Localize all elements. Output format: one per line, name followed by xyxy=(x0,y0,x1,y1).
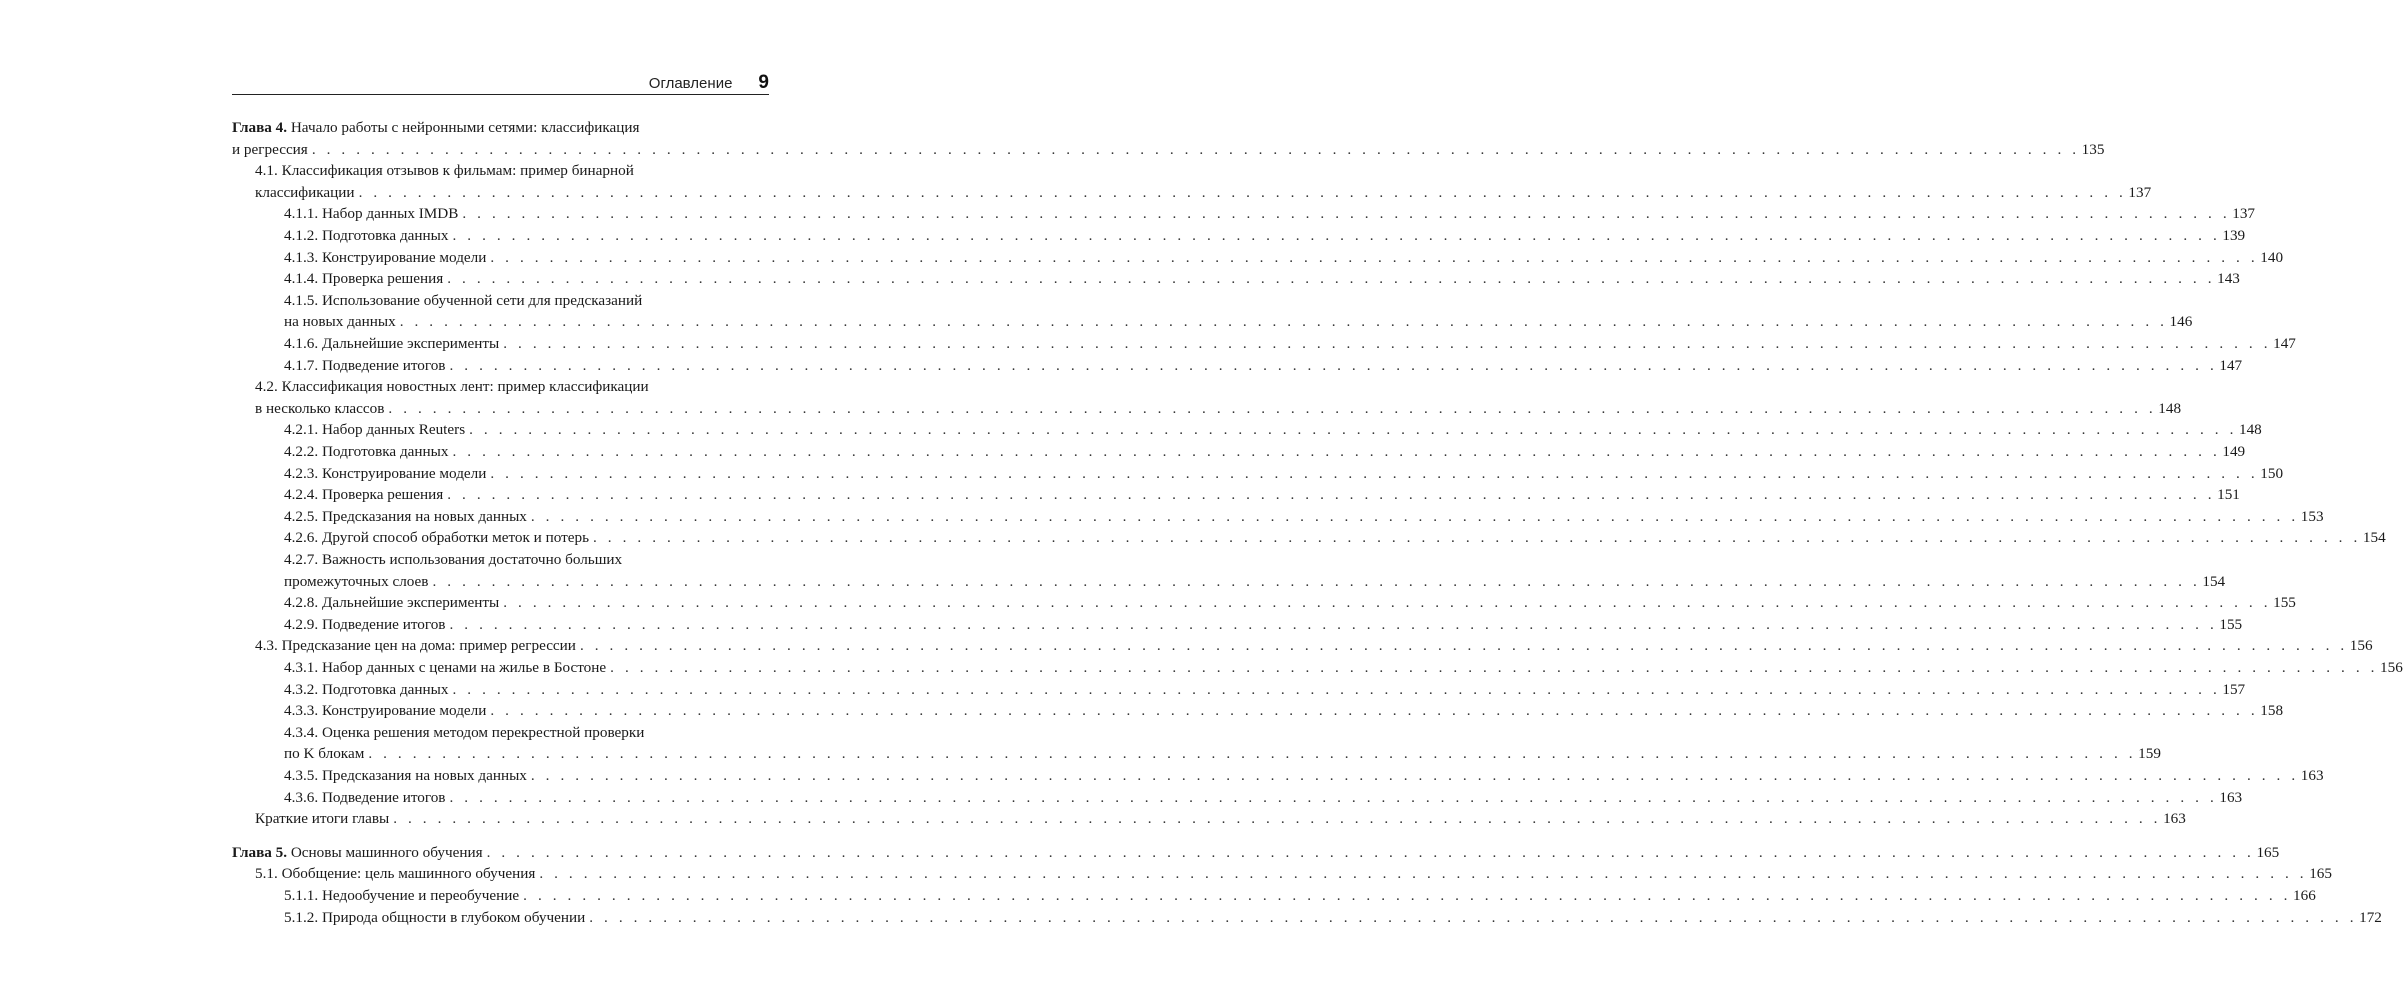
toc-page-number: 156 xyxy=(2380,659,2403,676)
toc-page-number: 153 xyxy=(2300,507,2324,525)
toc-entry-title xyxy=(232,843,483,863)
toc-entry-text: промежуточных слоев xyxy=(284,572,429,590)
toc-entry-title xyxy=(284,593,499,613)
toc-entry-title xyxy=(284,291,642,311)
toc-entry xyxy=(232,140,2105,160)
toc-entry-title xyxy=(284,908,585,928)
toc-entry-text: 4.2.7. Важность использования достаточно больших xyxy=(284,551,623,568)
toc-entry xyxy=(284,485,2240,505)
toc-entry xyxy=(255,864,2332,884)
toc-page-number: 149 xyxy=(2222,443,2246,460)
header-page-number: 9 xyxy=(758,72,769,93)
toc-entry-text: 4.2.5. Предсказания на новых данных xyxy=(284,507,527,525)
toc-entry-title xyxy=(255,399,384,419)
toc-entry-title xyxy=(232,140,308,160)
toc-entry-text: 5.1. Обобщение: цель машинного обучения xyxy=(255,865,536,883)
toc-entry xyxy=(284,723,769,743)
leader-dots: . . . . . . . . . . . . . . . . . . . . . . . . . . . . . . . . . . . . . . . . . . . . . . . . . . . . . . . . . . . . . . . . . . . . . . . . . . . . . . . . . . . . . . . . . . . . . . . . . . . . . . . . . . . . . . . . . . . . . . . . xyxy=(503,594,2272,612)
leader-dots: . . . . . . . . . . . . . . . . . . . . . . . . . . . . . . . . . . . . . . . . . . . . . . . . . . . . . . . . . . . . . . . . . . . . . . . . . . . . . . . . . . . . . . . . . . . . . . . . . . . . . . . . . . . . . . . . . . . . . . . . xyxy=(530,507,2299,525)
leader-dots: . . . . . . . . . . . . . . . . . . . . . . . . . . . . . . . . . . . . . . . . . . . . . . . . . . . . . . . . . . . . . . . . . . . . . . . . . . . . . . . . . . . . . . . . . . . . . . . . . . . . . . . . . . . . . . . . . . . . . . . . xyxy=(432,572,2201,590)
leader-dots: . . . . . . . . . . . . . . . . . . . . . . . . . . . . . . . . . . . . . . . . . . . . . . . . . . . . . . . . . . . . . . . . . . . . . . . . . . . . . . . . . . . . . . . . . . . . . . . . . . . . . . . . . . . . . . . . . . . . . . . . xyxy=(449,615,2218,633)
leader-dots: . . . . . . . . . . . . . . . . . . . . . . . . . . . . . . . . . . . . . . . . . . . . . . . . . . . . . . . . . . . . . . . . . . . . . . . . . . . . . . . . . . . . . . . . . . . . . . . . . . . . . . . . . . . . . . . . . . . . . . . . xyxy=(486,843,2255,861)
toc-entry-text: 5.1.1. Недообучение и переобучение xyxy=(284,887,520,904)
toc-entry xyxy=(255,161,769,181)
toc-entry-text: 4.1. Классификация отзывов к фильмам: пример бинарной xyxy=(255,162,634,180)
toc-entry-text: на новых данных xyxy=(284,313,396,331)
leader-dots: . . . . . . . . . . . . . . . . . . . . . . . . . . . . . . . . . . . . . . . . . . . . . . . . . . . . . . . . . . . . . . . . . . . . . . . . . . . . . . . . . . . . . . . . . . . . . . . . . . . . . . . . . . . . . . . . . . . . . . . . xyxy=(449,356,2218,374)
toc-entry xyxy=(284,701,2284,721)
toc-entry-title xyxy=(284,485,443,505)
toc-entry xyxy=(284,766,2324,786)
toc-entry xyxy=(284,312,2193,332)
toc-page-number: 163 xyxy=(2300,767,2324,784)
toc-entry xyxy=(284,550,769,570)
toc-entry-text: по K блокам xyxy=(284,745,365,763)
toc-entry-text: Краткие итоги главы xyxy=(255,810,390,828)
chapter-label: Глава 4. xyxy=(232,119,288,136)
toc-entry-text: 4.1.3. Конструирование модели xyxy=(284,248,487,266)
leader-dots: . . . . . . . . . . . . . . . . . . . . . . . . . . . . . . . . . . . . . . . . . . . . . . . . . . . . . . . . . . . . . . . . . . . . . . . . . . . . . . . . . . . . . . . . . . . . . . . . . . . . . . . . . . . . . . . . . . . . . . . . xyxy=(393,810,2162,828)
leader-dots: . . . . . . . . . . . . . . . . . . . . . . . . . . . . . . . . . . . . . . . . . . . . . . . . . . . . . . . . . . . . . . . . . . . . . . . . . . . . . . . . . . . . . . . . . . . . . . . . . . . . . . . . . . . . . . . . . . . . . . . . xyxy=(490,464,2259,482)
leader-dots: . . . . . . . . . . . . . . . . . . . . . . . . . . . . . . . . . . . . . . . . . . . . . . . . . . . . . . . . . . . . . . . . . . . . . . . . . . . . . . . . . . . . . . . . . . . . . . . . . . . . . . . . . . . . . . . . . . . . . . . . xyxy=(447,486,2216,504)
toc-entry-title xyxy=(255,377,649,397)
toc-entry-title xyxy=(232,118,640,138)
leader-dots: . . . . . . . . . . . . . . . . . . . . . . . . . . . . . . . . . . . . . . . . . . . . . . . . . . . . . . . . . . . . . . . . . . . . . . . . . . . . . . . . . . . . . . . . . . . . . . . . . . . . . . . . . . . . . . . . . . . . . . . . xyxy=(469,421,2237,439)
toc-entry-title xyxy=(284,701,486,721)
toc-entry xyxy=(284,572,2226,592)
toc-page-number: 150 xyxy=(2260,464,2284,482)
toc-entry xyxy=(284,356,2243,376)
toc-entry-text: 4.2.8. Дальнейшие эксперименты xyxy=(284,594,500,612)
toc-entry-title xyxy=(284,226,448,246)
leader-dots: . . . . . . . . . . . . . . . . . . . . . . . . . . . . . . . . . . . . . . . . . . . . . . . . . . . . . . . . . . . . . . . . . . . . . . . . . . . . . . . . . . . . . . . . . . . . . . . . . . . . . . . . . . . . . . . . . . . . . . . . xyxy=(452,227,2221,244)
toc-entry-title xyxy=(284,269,443,289)
toc-entry xyxy=(255,809,2186,829)
toc-entry-text: 4.3.4. Оценка решения методом перекрестной проверки xyxy=(284,723,645,741)
toc-entry-title xyxy=(284,680,448,700)
toc-entry xyxy=(284,886,2316,906)
toc-entry-text: 4.1.7. Подведение итогов xyxy=(284,356,446,374)
toc-entry-title xyxy=(284,766,527,786)
toc-page-number: 158 xyxy=(2260,702,2284,720)
toc-entry-text: 4.1.5. Использование обученной сети для предсказаний xyxy=(284,291,643,309)
toc-page-number: 137 xyxy=(2128,183,2152,201)
leader-dots: . . . . . . . . . . . . . . . . . . . . . . . . . . . . . . . . . . . . . . . . . . . . . . . . . . . . . . . . . . . . . . . . . . . . . . . . . . . . . . . . . . . . . . . . . . . . . . . . . . . . . . . . . . . . . . . . . . . . . . . . xyxy=(589,908,2358,926)
toc-entry-text: 4.3.5. Предсказания на новых данных xyxy=(284,767,527,784)
toc-entry xyxy=(284,291,769,311)
chapter-label: Глава 5. xyxy=(232,843,288,861)
toc-entry-text: в несколько классов xyxy=(255,399,385,417)
toc-entry xyxy=(284,615,2243,635)
leader-dots: . . . . . . . . . . . . . . . . . . . . . . . . . . . . . . . . . . . . . . . . . . . . . . . . . . . . . . . . . . . . . . . . . . . . . . . . . . . . . . . . . . . . . . . . . . . . . . . . . . . . . . . . . . . . . . . . . . . . . . . . xyxy=(462,205,2231,223)
toc-page-number: 157 xyxy=(2222,680,2246,698)
toc-entry xyxy=(284,507,2324,527)
toc-entry xyxy=(284,248,2284,268)
leader-dots: . . . . . . . . . . . . . . . . . . . . . . . . . . . . . . . . . . . . . . . . . . . . . . . . . . . . . . . . . . . . . . . . . . . . . . . . . . . . . . . . . . . . . . . . . . . . . . . . . . . . . . . . . . . . . . . . . . . . . . . . xyxy=(610,659,2379,676)
toc-page-number: 166 xyxy=(2293,887,2316,904)
toc-entry-text: 4.2.2. Подготовка данных xyxy=(284,443,449,460)
toc-entry-title xyxy=(284,204,458,224)
leader-dots: . . . . . . . . . . . . . . . . . . . . . . . . . . . . . . . . . . . . . . . . . . . . . . . . . . . . . . . . . . . . . . . . . . . . . . . . . . . . . . . . . . . . . . . . . . . . . . . . . . . . . . . . . . . . . . . . . . . . . . . . xyxy=(399,313,2168,331)
leader-dots: . . . . . . . . . . . . . . . . . . . . . . . . . . . . . . . . . . . . . . . . . . . . . . . . . . . . . . . . . . . . . . . . . . . . . . . . . . . . . . . . . . . . . . . . . . . . . . . . . . . . . . . . . . . . . . . . . . . . . . . . xyxy=(490,702,2259,720)
toc-page-number: 165 xyxy=(2309,865,2332,883)
toc-page-number: 163 xyxy=(2163,810,2186,828)
toc-entry-text: классификации xyxy=(255,183,355,201)
header-rule xyxy=(232,94,769,95)
toc-page-number: 172 xyxy=(2359,908,2382,926)
toc-page-number: 151 xyxy=(2217,486,2240,504)
toc-entry-text: 5.1.2. Природа общности в глубоком обучении xyxy=(284,908,586,926)
leader-dots: . . . . . . . . . . . . . . . . . . . . . . . . . . . . . . . . . . . . . . . . . . . . . . . . . . . . . . . . . . . . . . . . . . . . . . . . . . . . . . . . . . . . . . . . . . . . . . . . . . . . . . . . . . . . . . . . . . . . . . . . xyxy=(503,335,2272,352)
toc-page-number: 135 xyxy=(2081,140,2105,158)
toc-entry-title xyxy=(284,615,445,635)
toc-entry xyxy=(255,636,2373,656)
toc-entry-title xyxy=(284,658,606,678)
toc-entry xyxy=(284,204,2256,224)
toc-entry-text: 4.3. Предсказание цен на дома: пример регрессии xyxy=(255,637,576,655)
toc-entry xyxy=(284,334,2296,354)
toc-page-number: 155 xyxy=(2273,594,2296,612)
toc-page-number: 140 xyxy=(2260,248,2284,266)
toc-entry xyxy=(284,464,2284,484)
toc-entry xyxy=(232,843,2280,863)
toc-page-number: 163 xyxy=(2219,788,2243,806)
toc-entry xyxy=(284,788,2243,808)
leader-dots: . . . . . . . . . . . . . . . . . . . . . . . . . . . . . . . . . . . . . . . . . . . . . . . . . . . . . . . . . . . . . . . . . . . . . . . . . . . . . . . . . . . . . . . . . . . . . . . . . . . . . . . . . . . . . . . . . . . . . . . . xyxy=(523,887,2292,904)
toc-entry-title xyxy=(284,420,465,440)
leader-dots: . . . . . . . . . . . . . . . . . . . . . . . . . . . . . . . . . . . . . . . . . . . . . . . . . . . . . . . . . . . . . . . . . . . . . . . . . . . . . . . . . . . . . . . . . . . . . . . . . . . . . . . . . . . . . . . . . . . . . . . . xyxy=(452,443,2221,460)
header-title: Оглавление xyxy=(648,75,733,92)
toc-entry-title xyxy=(284,723,644,743)
leader-dots: . . . . . . . . . . . . . . . . . . . . . . . . . . . . . . . . . . . . . . . . . . . . . . . . . . . . . . . . . . . . . . . . . . . . . . . . . . . . . . . . . . . . . . . . . . . . . . . . . . . . . . . . . . . . . . . . . . . . . . . . xyxy=(358,183,2127,201)
toc-entry-title xyxy=(255,183,355,203)
toc-entry-text: 4.2.3. Конструирование модели xyxy=(284,464,487,482)
toc-page-number: 155 xyxy=(2219,615,2243,633)
toc-entry-text: и регрессия xyxy=(232,140,308,158)
toc-entry-title xyxy=(284,248,486,268)
toc-page-number: 137 xyxy=(2232,205,2256,223)
leader-dots: . . . . . . . . . . . . . . . . . . . . . . . . . . . . . . . . . . . . . . . . . . . . . . . . . . . . . . . . . . . . . . . . . . . . . . . . . . . . . . . . . . . . . . . . . . . . . . . . . . . . . . . . . . . . . . . . . . . . . . . . xyxy=(579,637,2348,655)
toc-page-number: 154 xyxy=(2202,572,2226,590)
toc-page-number: 159 xyxy=(2138,745,2161,763)
toc-entry-title xyxy=(255,864,535,884)
toc-entry-title xyxy=(284,334,499,354)
toc-entry-text: 4.2.4. Проверка решения xyxy=(284,486,444,504)
toc-entry-title xyxy=(284,464,486,484)
toc-entry-title xyxy=(284,886,519,906)
toc-entry xyxy=(255,399,2182,419)
toc-entry xyxy=(284,744,2161,764)
toc-page-number: 148 xyxy=(2238,421,2262,439)
toc-entry xyxy=(284,226,2246,246)
toc-page-number: 148 xyxy=(2158,399,2182,417)
toc-entry xyxy=(284,442,2246,462)
toc-entry-text: 4.3.1. Набор данных с ценами на жилье в Бостоне xyxy=(284,659,607,676)
toc-entry-title xyxy=(284,528,589,548)
toc-entry-title xyxy=(284,356,445,376)
toc-entry-title xyxy=(255,809,389,829)
toc-entry-text: 4.1.4. Проверка решения xyxy=(284,270,444,288)
toc-entry xyxy=(284,658,2403,678)
toc-entry xyxy=(284,680,2246,700)
toc-entry xyxy=(284,269,2240,289)
toc-entry-text: 4.3.2. Подготовка данных xyxy=(284,680,449,698)
toc-entry-text: 4.1.6. Дальнейшие эксперименты xyxy=(284,335,500,352)
leader-dots: . . . . . . . . . . . . . . . . . . . . . . . . . . . . . . . . . . . . . . . . . . . . . . . . . . . . . . . . . . . . . . . . . . . . . . . . . . . . . . . . . . . . . . . . . . . . . . . . . . . . . . . . . . . . . . . . . . . . . . . . xyxy=(452,680,2221,698)
toc-entry xyxy=(284,528,2386,548)
toc-entry-text: Основы машинного обучения xyxy=(287,843,483,861)
leader-dots: . . . . . . . . . . . . . . . . . . . . . . . . . . . . . . . . . . . . . . . . . . . . . . . . . . . . . . . . . . . . . . . . . . . . . . . . . . . . . . . . . . . . . . . . . . . . . . . . . . . . . . . . . . . . . . . . . . . . . . . . xyxy=(311,140,2080,158)
toc-entry-text: 4.3.6. Подведение итогов xyxy=(284,788,446,806)
toc-entry xyxy=(284,908,2382,928)
leader-dots: . . . . . . . . . . . . . . . . . . . . . . . . . . . . . . . . . . . . . . . . . . . . . . . . . . . . . . . . . . . . . . . . . . . . . . . . . . . . . . . . . . . . . . . . . . . . . . . . . . . . . . . . . . . . . . . . . . . . . . . . xyxy=(449,788,2218,806)
toc-entry xyxy=(255,183,2152,203)
toc-page-number: 165 xyxy=(2256,843,2280,861)
toc-entry-text: Начало работы с нейронными сетями: классификация xyxy=(287,119,640,136)
toc-entry-text: 4.2.9. Подведение итогов xyxy=(284,615,446,633)
leader-dots: . . . . . . . . . . . . . . . . . . . . . . . . . . . . . . . . . . . . . . . . . . . . . . . . . . . . . . . . . . . . . . . . . . . . . . . . . . . . . . . . . . . . . . . . . . . . . . . . . . . . . . . . . . . . . . . . . . . . . . . . xyxy=(388,399,2157,417)
leader-dots: . . . . . . . . . . . . . . . . . . . . . . . . . . . . . . . . . . . . . . . . . . . . . . . . . . . . . . . . . . . . . . . . . . . . . . . . . . . . . . . . . . . . . . . . . . . . . . . . . . . . . . . . . . . . . . . . . . . . . . . . xyxy=(368,745,2137,763)
leader-dots: . . . . . . . . . . . . . . . . . . . . . . . . . . . . . . . . . . . . . . . . . . . . . . . . . . . . . . . . . . . . . . . . . . . . . . . . . . . . . . . . . . . . . . . . . . . . . . . . . . . . . . . . . . . . . . . . . . . . . . . . xyxy=(447,270,2216,288)
toc-entry-title xyxy=(284,507,527,527)
toc-entry-title xyxy=(255,161,634,181)
toc-entry xyxy=(232,118,769,138)
toc-entry-title xyxy=(284,550,622,570)
toc-entry-text: 4.2. Классификация новостных лент: пример классификации xyxy=(255,378,649,396)
leader-dots: . . . . . . . . . . . . . . . . . . . . . . . . . . . . . . . . . . . . . . . . . . . . . . . . . . . . . . . . . . . . . . . . . . . . . . . . . . . . . . . . . . . . . . . . . . . . . . . . . . . . . . . . . . . . . . . . . . . . . . . . xyxy=(539,865,2308,883)
toc-entry xyxy=(255,377,769,397)
leader-dots: . . . . . . . . . . . . . . . . . . . . . . . . . . . . . . . . . . . . . . . . . . . . . . . . . . . . . . . . . . . . . . . . . . . . . . . . . . . . . . . . . . . . . . . . . . . . . . . . . . . . . . . . . . . . . . . . . . . . . . . . xyxy=(593,529,2361,547)
toc-entry-title xyxy=(284,744,364,764)
toc-entry-text: 4.2.6. Другой способ обработки меток и потерь xyxy=(284,529,590,547)
leader-dots: . . . . . . . . . . . . . . . . . . . . . . . . . . . . . . . . . . . . . . . . . . . . . . . . . . . . . . . . . . . . . . . . . . . . . . . . . . . . . . . . . . . . . . . . . . . . . . . . . . . . . . . . . . . . . . . . . . . . . . . . xyxy=(490,248,2259,266)
toc-entry-text: 4.1.1. Набор данных IMDB xyxy=(284,205,459,223)
toc-page-number: 147 xyxy=(2273,335,2296,352)
toc-entry-title xyxy=(255,636,576,656)
leader-dots: . . . . . . . . . . . . . . . . . . . . . . . . . . . . . . . . . . . . . . . . . . . . . . . . . . . . . . . . . . . . . . . . . . . . . . . . . . . . . . . . . . . . . . . . . . . . . . . . . . . . . . . . . . . . . . . . . . . . . . . . xyxy=(530,767,2299,784)
toc-entry-title xyxy=(284,442,448,462)
running-header xyxy=(232,72,769,94)
toc-page-number: 139 xyxy=(2222,227,2246,244)
toc-entry xyxy=(284,420,2262,440)
toc-page-number: 154 xyxy=(2362,529,2386,547)
toc-entry-text: 4.2.1. Набор данных Reuters xyxy=(284,421,466,439)
toc-page-number: 143 xyxy=(2217,270,2240,288)
toc-entry-title xyxy=(284,312,396,332)
toc-entry-text: 4.1.2. Подготовка данных xyxy=(284,227,449,244)
toc-page-number: 146 xyxy=(2169,313,2193,331)
toc-entry xyxy=(284,593,2296,613)
toc-page-number: 156 xyxy=(2349,637,2373,655)
toc-entry-title xyxy=(284,572,428,592)
toc-entry-title xyxy=(284,788,445,808)
toc-page-number: 147 xyxy=(2219,356,2243,374)
toc-entry-text: 4.3.3. Конструирование модели xyxy=(284,702,487,720)
